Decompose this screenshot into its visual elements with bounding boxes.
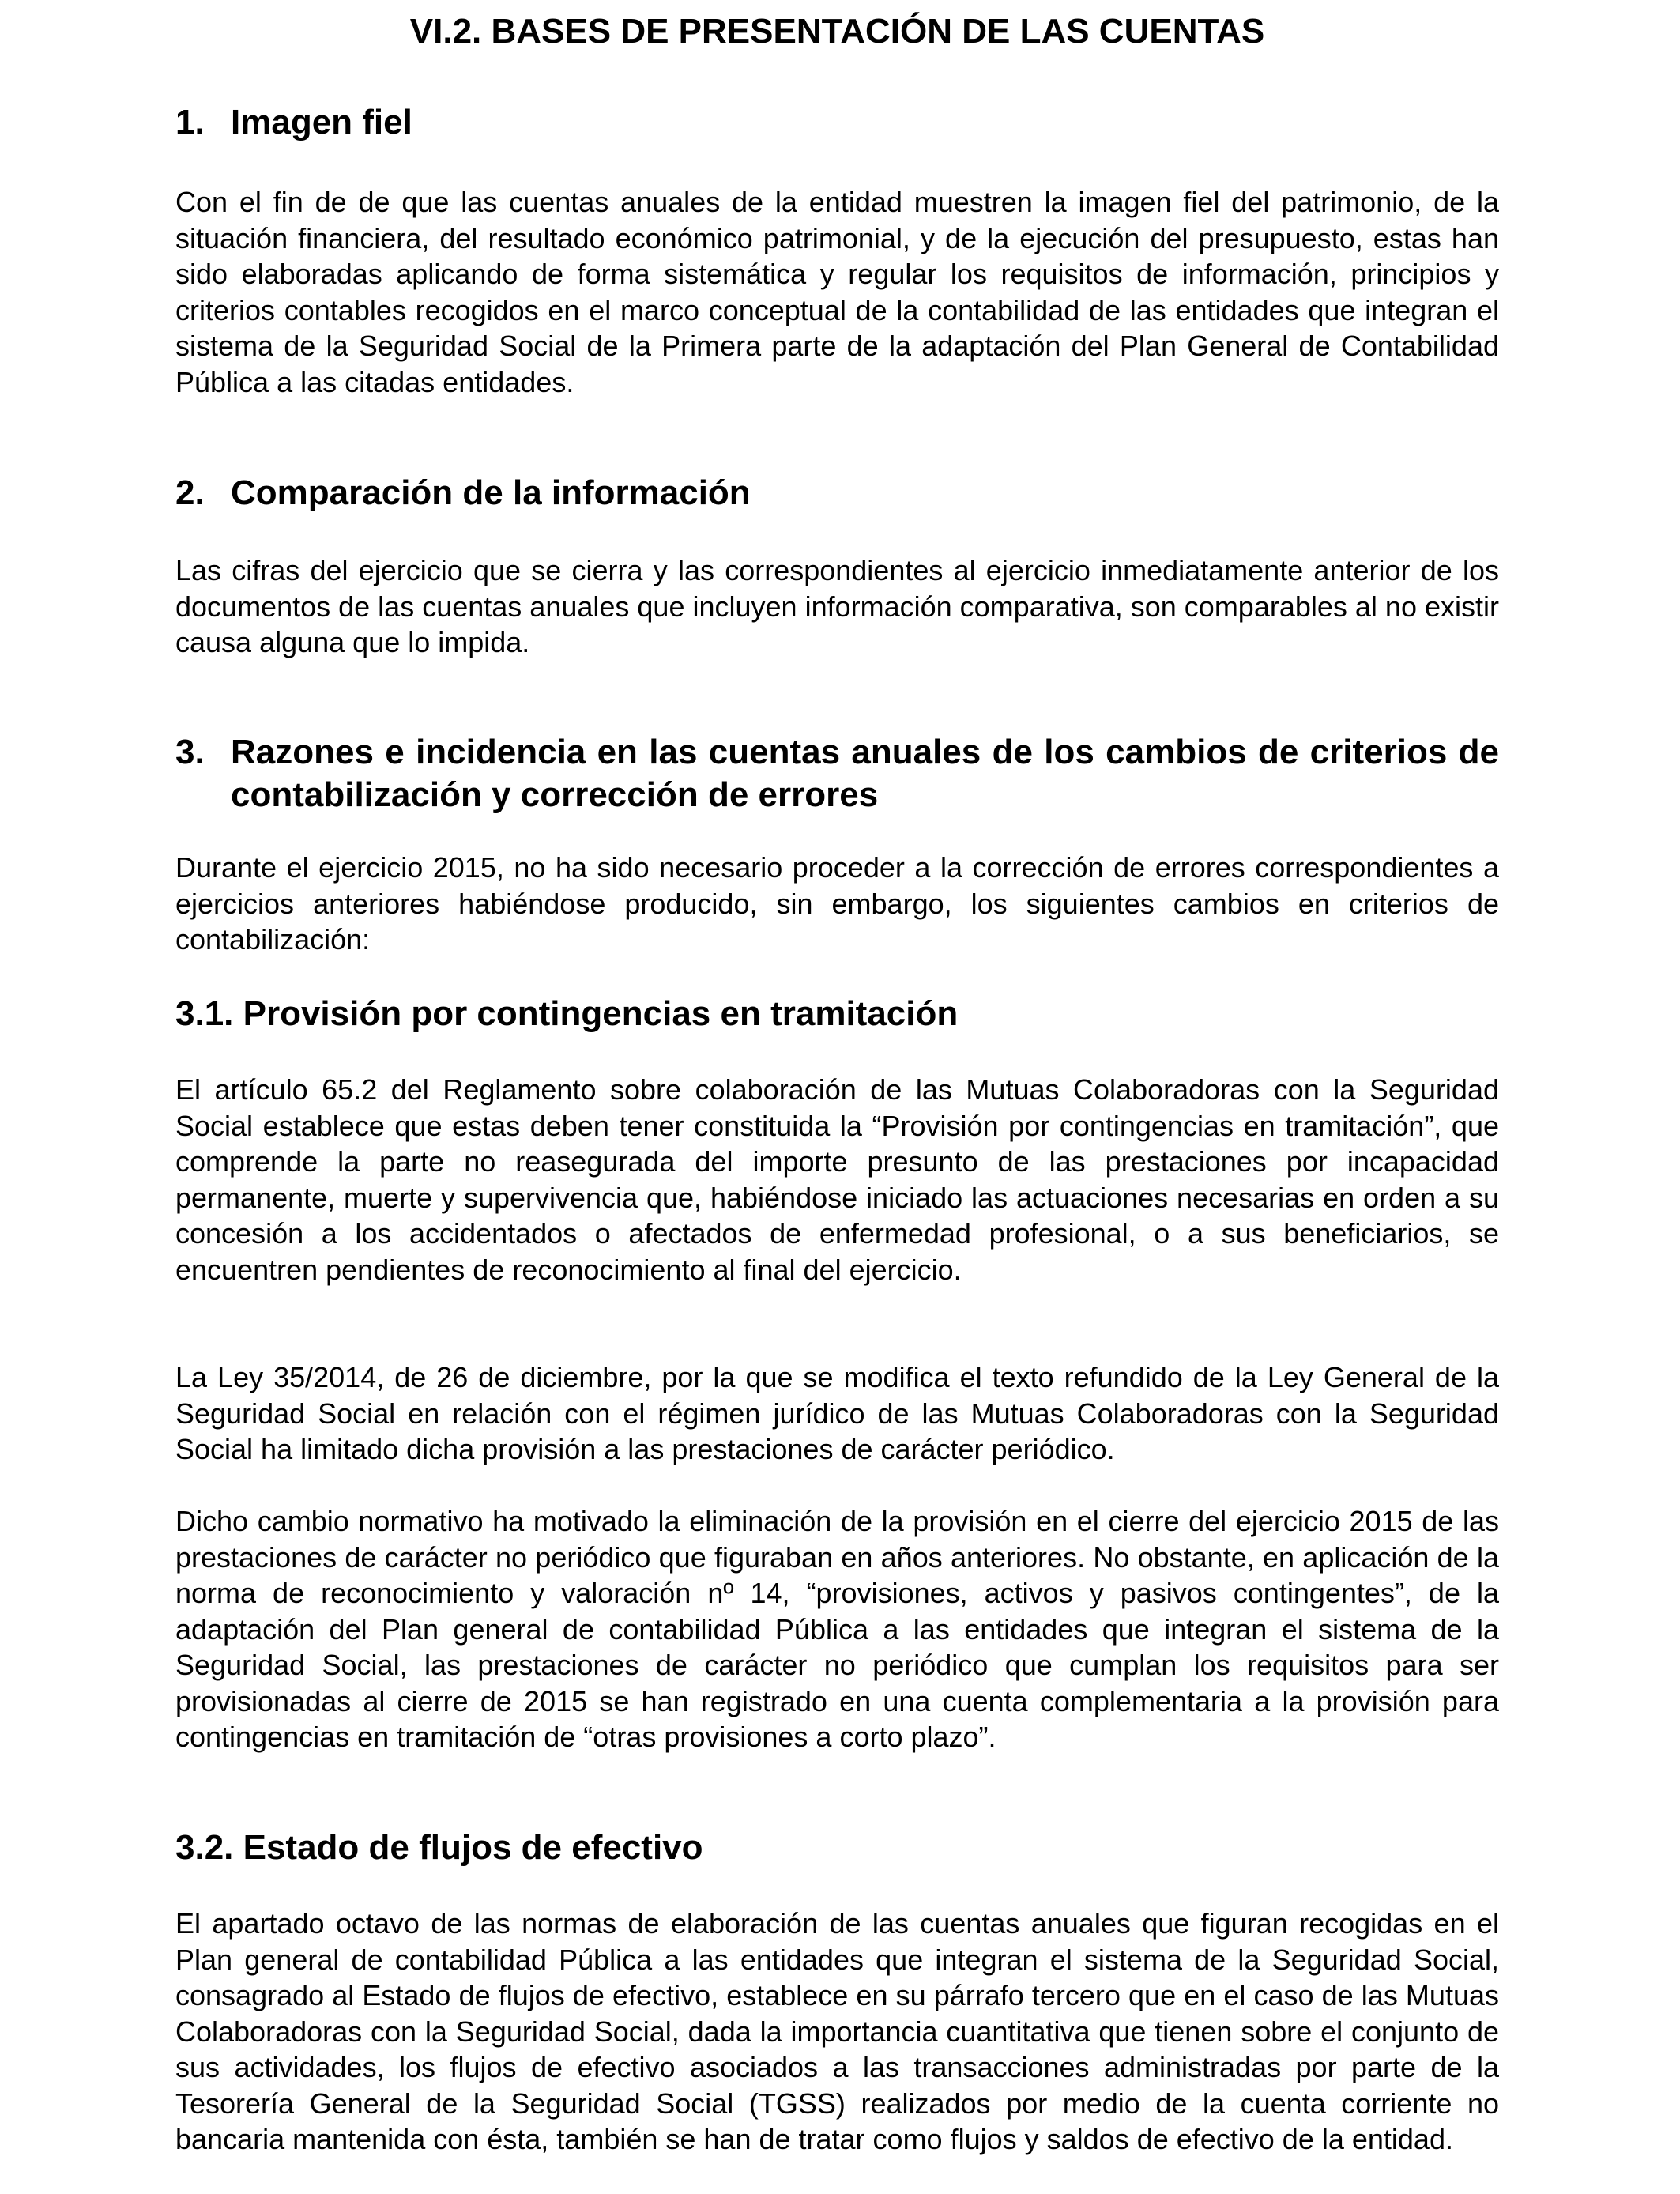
- section-number: 1.: [175, 103, 205, 141]
- section-number: 2.: [175, 473, 205, 512]
- subsection-heading-provision: 3.1. Provisión por contingencias en tramitación: [175, 994, 959, 1033]
- paragraph-provision-3: Dicho cambio normativo ha motivado la eliminación de la provisión en el cierre del ejercicio 2015 de las prestaciones de carácter no periódico que figuraban en años anteriores. No obstante, en aplicación de la norma de reconocimiento y valoración nº 14, “provisiones, activos y pasivos contingentes”, de la adaptación del Plan general de contabilidad Pública a las entidades que integran el sistema de la Seguridad Social, las prestaciones de carácter no periódico que cumplan los requisitos para ser provisionadas al cierre de 2015 se han registrado en una cuenta complementaria a la provisión para contingencias en tramitación de “otras provisiones a corto plazo”.: [175, 1505, 1499, 1753]
- section-title: Imagen fiel: [231, 103, 412, 141]
- paragraph-comparacion: Las cifras del ejercicio que se cierra y las correspondientes al ejercicio inmediatamente anterior de los documentos de las cuentas anuales que incluyen información comparativa, son comparables al no existir causa alguna que lo impida.: [175, 554, 1499, 658]
- paragraph-razones: Durante el ejercicio 2015, no ha sido necesario proceder a la corrección de errores correspondientes a ejercicios anteriores habiéndose producido, sin embargo, los siguientes cambios en criterios de contabilización:: [175, 851, 1499, 956]
- section-heading-comparacion: [175, 472, 1499, 515]
- section-number: 3.: [175, 733, 205, 771]
- paragraph-imagen-fiel: Con el fin de de que las cuentas anuales de la entidad muestren la imagen fiel del patrimonio, de la situación financiera, del resultado económico patrimonial, y de la ejecución del presupuesto, estas han sido elaboradas aplicando de forma sistemática y regular los requisitos de información, principios y criterios contables recogidos en el marco conceptual de la contabilidad de las entidades que integran el sistema de la Seguridad Social de la Primera parte de la adaptación del Plan General de Contabilidad Pública a las citadas entidades.: [175, 186, 1499, 398]
- section-heading-razones: [175, 731, 1499, 816]
- section-title: Razones e incidencia en las cuentas anuales de los cambios de criterios de contabilización y corrección de errores: [231, 733, 1499, 814]
- paragraph-flujos: El apartado octavo de las normas de elaboración de las cuentas anuales que figuran recogidas en el Plan general de contabilidad Pública a las entidades que integran el sistema de la Seguridad Social, consagrado al Estado de flujos de efectivo, establece en su párrafo tercero que en el caso de las Mutuas Colaboradoras con la Seguridad Social, dada la importancia cuantitativa que tienen sobre el conjunto de sus actividades, los flujos de efectivo asociados a las transacciones administradas por parte de la Tesorería General de la Seguridad Social (TGSS) realizados por medio de la cuenta corriente no bancaria mantenida con ésta, también se han de tratar como flujos y saldos de efectivo de la entidad.: [175, 1907, 1499, 2155]
- paragraph-provision-1: El artículo 65.2 del Reglamento sobre colaboración de las Mutuas Colaboradoras con la Seguridad Social establece que estas deben tener constituida la “Provisión por contingencias en tramitación”, que comprende la parte no reasegurada del importe presunto de las prestaciones por incapacidad permanente, muerte y supervivencia que, habiéndose iniciado las actuaciones necesarias en orden a su concesión a los accidentados o afectados de enfermedad profesional, o a sus beneficiarios, se encuentren pendientes de reconocimiento al final del ejercicio.: [175, 1073, 1499, 1286]
- section-heading-imagen-fiel: [175, 101, 1499, 144]
- paragraph-provision-2: La Ley 35/2014, de 26 de diciembre, por la que se modifica el texto refundido de la Ley General de la Seguridad Social en relación con el régimen jurídico de las Mutuas Colaboradoras con la Seguridad Social ha limitado dicha provisión a las prestaciones de carácter periódico.: [175, 1361, 1499, 1465]
- section-title: Comparación de la información: [231, 473, 751, 512]
- document-title: VI.2. BASES DE PRESENTACIÓN DE LAS CUENTAS: [409, 12, 1265, 51]
- subsection-heading-flujos: 3.2. Estado de flujos de efectivo: [175, 1828, 703, 1867]
